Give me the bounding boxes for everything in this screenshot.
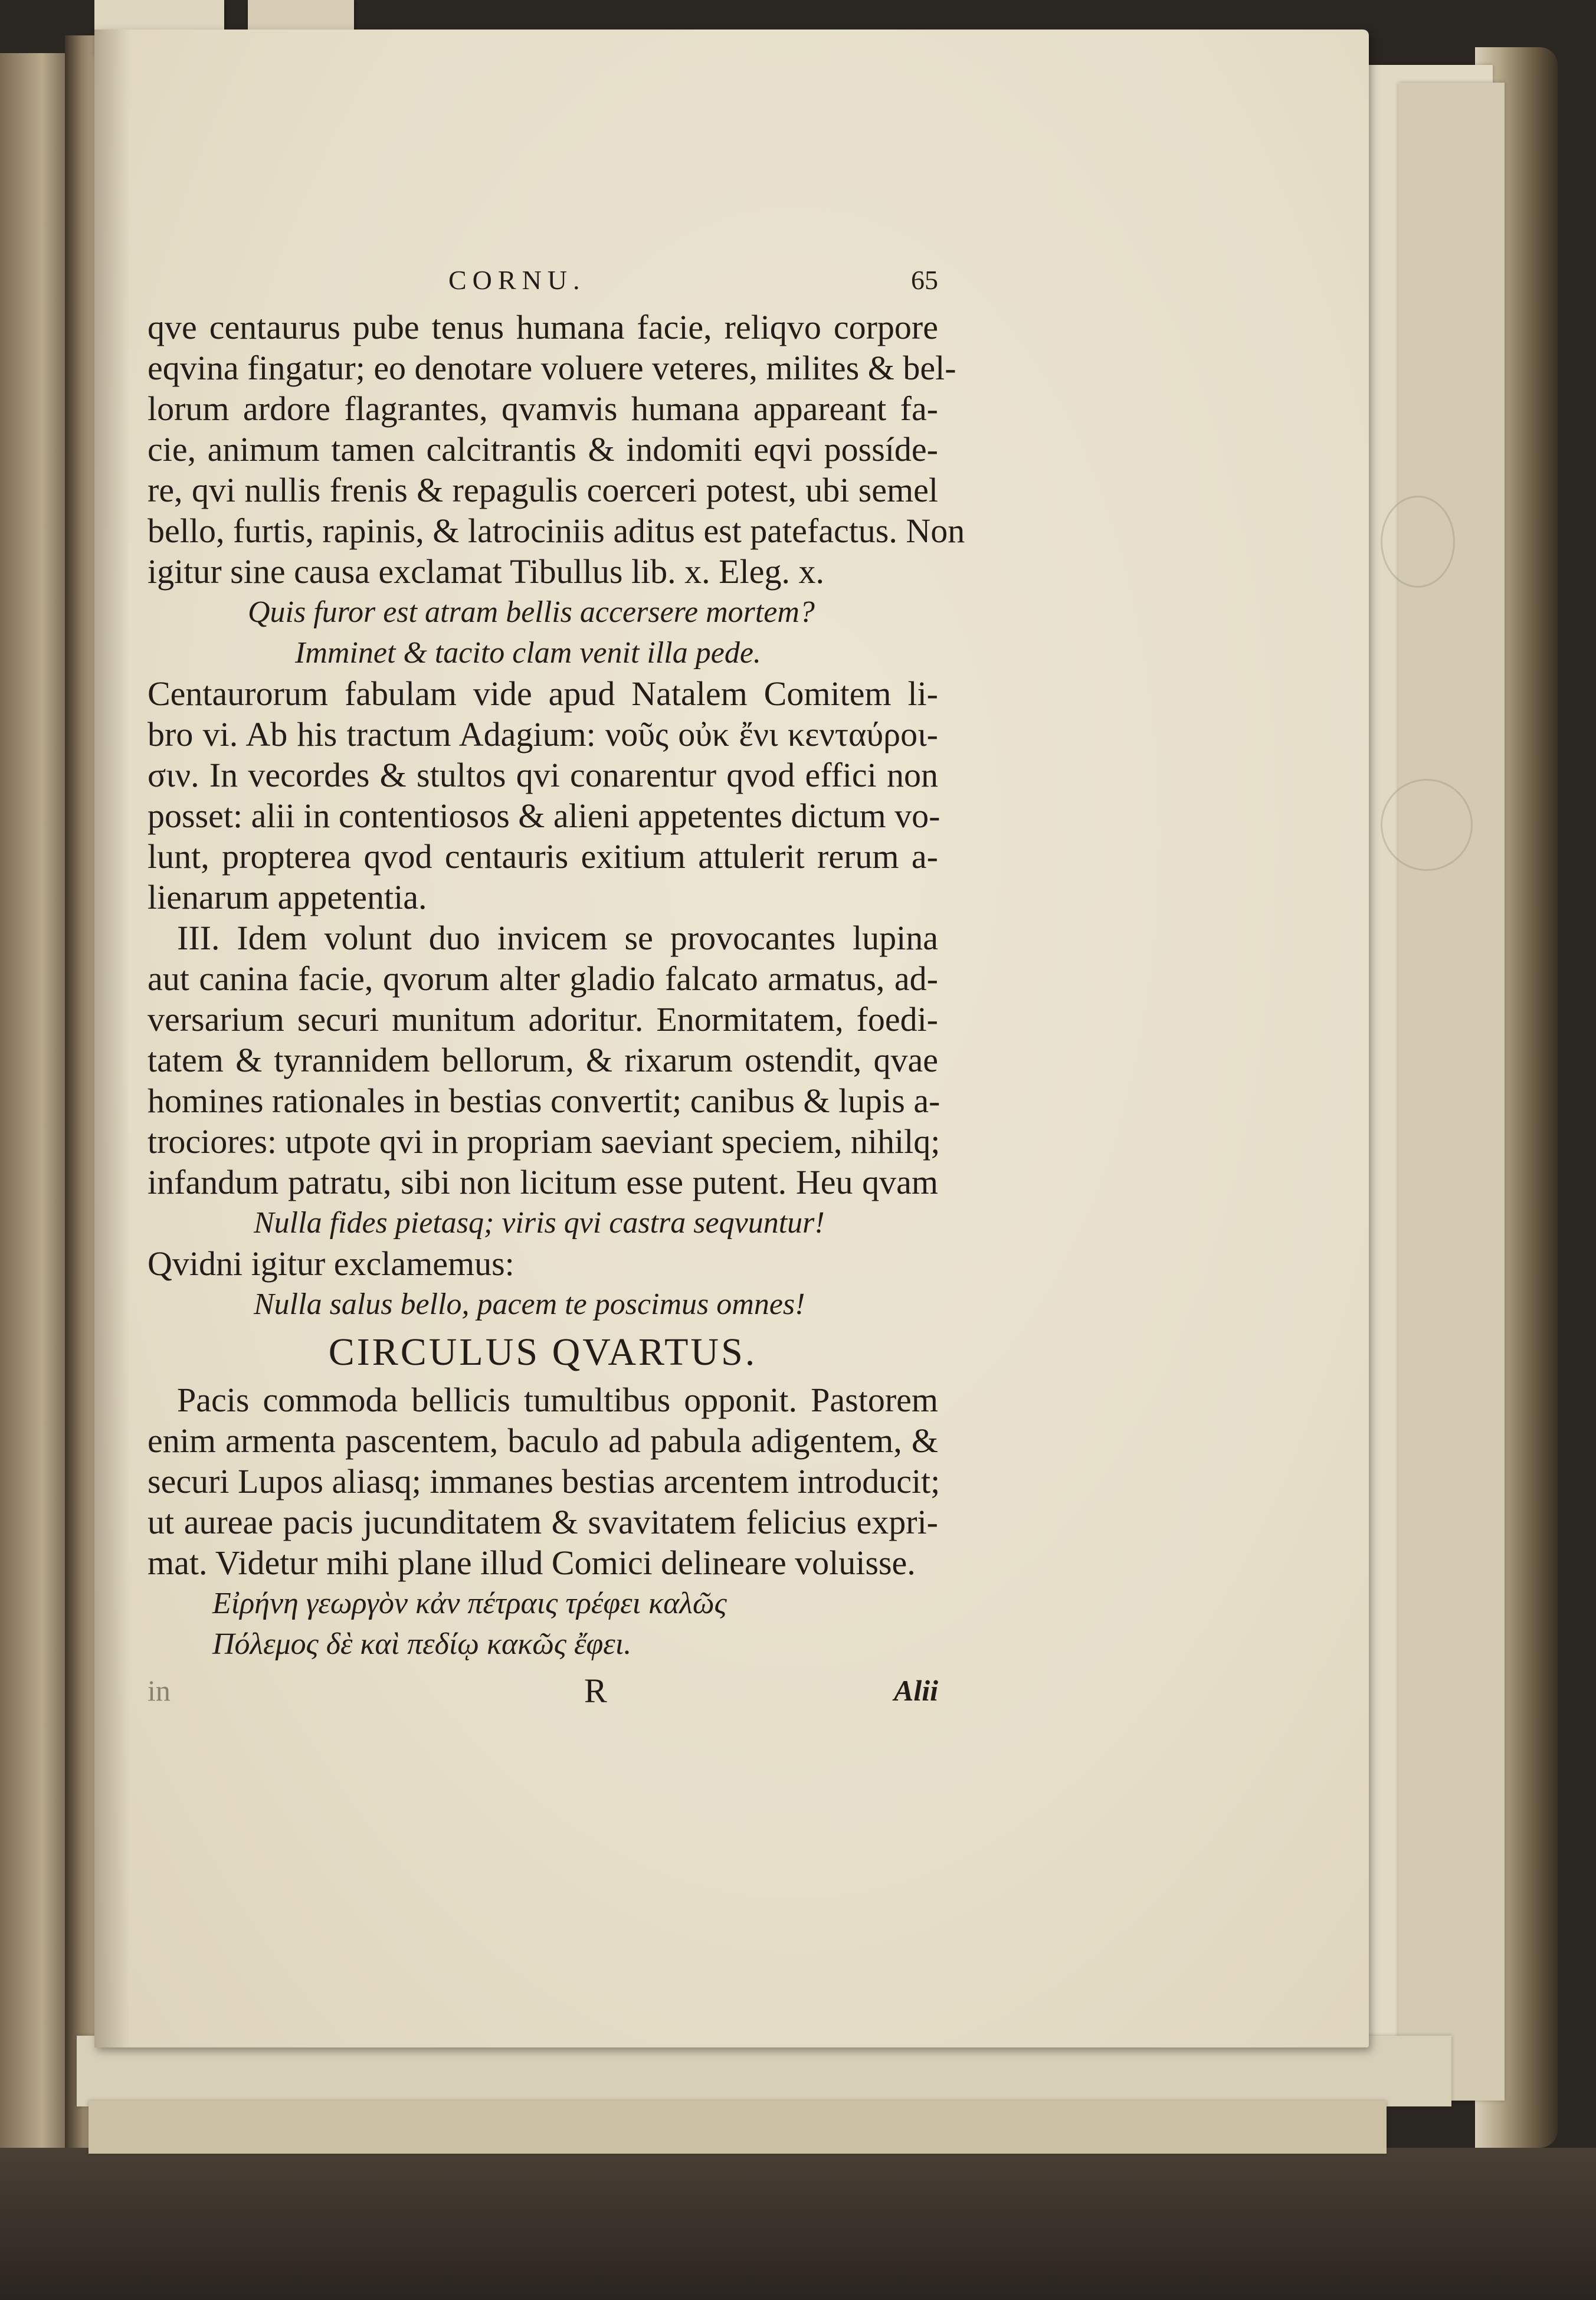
text-line: posset: alii in contentiosos & alieni appetentes dictum vo- xyxy=(148,797,940,835)
text-line: versarium securi munitum adoritur. Enormitatem, foedi- xyxy=(148,1000,938,1038)
text-line: Qvidni igitur exclamemus: xyxy=(148,1244,514,1283)
text-line: cie, animum tamen calcitrantis & indomiti eqvi possíde- xyxy=(148,430,938,468)
text-line: tatem & tyrannidem bellorum, & rixarum ostendit, qvae xyxy=(148,1041,938,1079)
greek-verse-line: Πόλεμος δὲ καὶ πεδίῳ κακῶς ἔφει. xyxy=(212,1627,632,1661)
text-line: infandum patratu, sibi non licitum esse putent. Heu qvam xyxy=(148,1163,938,1201)
verse-line: Nulla salus bello, pacem te poscimus omnes! xyxy=(254,1287,805,1321)
pencil-sketch xyxy=(1381,779,1473,871)
text-line: eqvina fingatur; eo denotare voluere veteres, milites & bel- xyxy=(148,349,956,387)
bleed-through-fragment: in xyxy=(148,1674,171,1707)
text-line: homines rationales in bestias convertit; canibus & lupis a- xyxy=(148,1082,940,1120)
verse-line: Quis furor est atram bellis accersere mortem? xyxy=(248,595,815,629)
text-line: igitur sine causa exclamat Tibullus lib. x. Eleg. x. xyxy=(148,552,824,591)
text-line: qve centaurus pube tenus humana facie, reliqvo corpore xyxy=(148,308,938,346)
text-line: bello, furtis, rapinis, & latrociniis aditus est patefactus. Non xyxy=(148,512,965,550)
text-line: securi Lupos aliasq; immanes bestias arcentem introducit; xyxy=(148,1462,940,1500)
running-head-title: CORNU. xyxy=(448,265,586,295)
text-line: aut canina facie, qvorum alter gladio falcato armatus, ad- xyxy=(148,959,938,998)
text-line: ut aureae pacis jucunditatem & svavitatem felicius expri- xyxy=(148,1503,938,1541)
page-stack xyxy=(89,2101,1387,2154)
text-line: mat. Videtur mihi plane illud Comici delineare voluisse. xyxy=(148,1544,916,1582)
text-line: lunt, propterea qvod centauris exitium attulerit rerum a- xyxy=(148,837,938,876)
section-heading: CIRCULUS QVARTUS. xyxy=(328,1331,758,1374)
text-line: lorum ardore flagrantes, qvamvis humana appareant fa- xyxy=(148,389,938,428)
catchword: Alii xyxy=(893,1674,938,1707)
verse-line: Imminet & tacito clam venit illa pede. xyxy=(295,636,761,670)
verse-line: Nulla fides pietasq; viris qvi castra seqvuntur! xyxy=(254,1206,825,1240)
page-footer xyxy=(148,1670,938,1712)
text-line: re, qvi nullis frenis & repagulis coerceri potest, ubi semel xyxy=(148,471,938,509)
text-line: Centaurorum fabulam vide apud Natalem Comitem li- xyxy=(148,674,938,713)
text-line: III. Idem volunt duo invicem se provocantes lupina xyxy=(177,919,938,957)
text-block xyxy=(148,260,965,1712)
text-line: enim armenta pascentem, baculo ad pabula adigentem, & xyxy=(148,1421,938,1460)
greek-verse-line: Εἰρήνη γεωργὸν κἀν πέτραις τρέφει καλῶς xyxy=(212,1587,727,1620)
text-line: Pacis commoda bellicis tumultibus opponit. Pastorem xyxy=(177,1381,938,1419)
running-head xyxy=(148,260,938,307)
pencil-sketch xyxy=(1381,496,1455,588)
text-line: σιν. In vecordes & stultos qvi conarentur qvod effici non xyxy=(148,756,938,794)
page-number: 65 xyxy=(911,265,938,295)
book-bottom-edge xyxy=(0,2148,1596,2300)
page-stack xyxy=(1398,83,1505,2101)
text-line: lienarum appetentia. xyxy=(148,878,427,916)
text-line: bro vi. Ab his tractum Adagium: νοῦς οὐκ ἔνι κενταύροι- xyxy=(148,715,938,753)
signature-mark: R xyxy=(584,1672,607,1710)
text-line: trociores: utpote qvi in propriam saeviant speciem, nihilq; xyxy=(148,1122,940,1161)
